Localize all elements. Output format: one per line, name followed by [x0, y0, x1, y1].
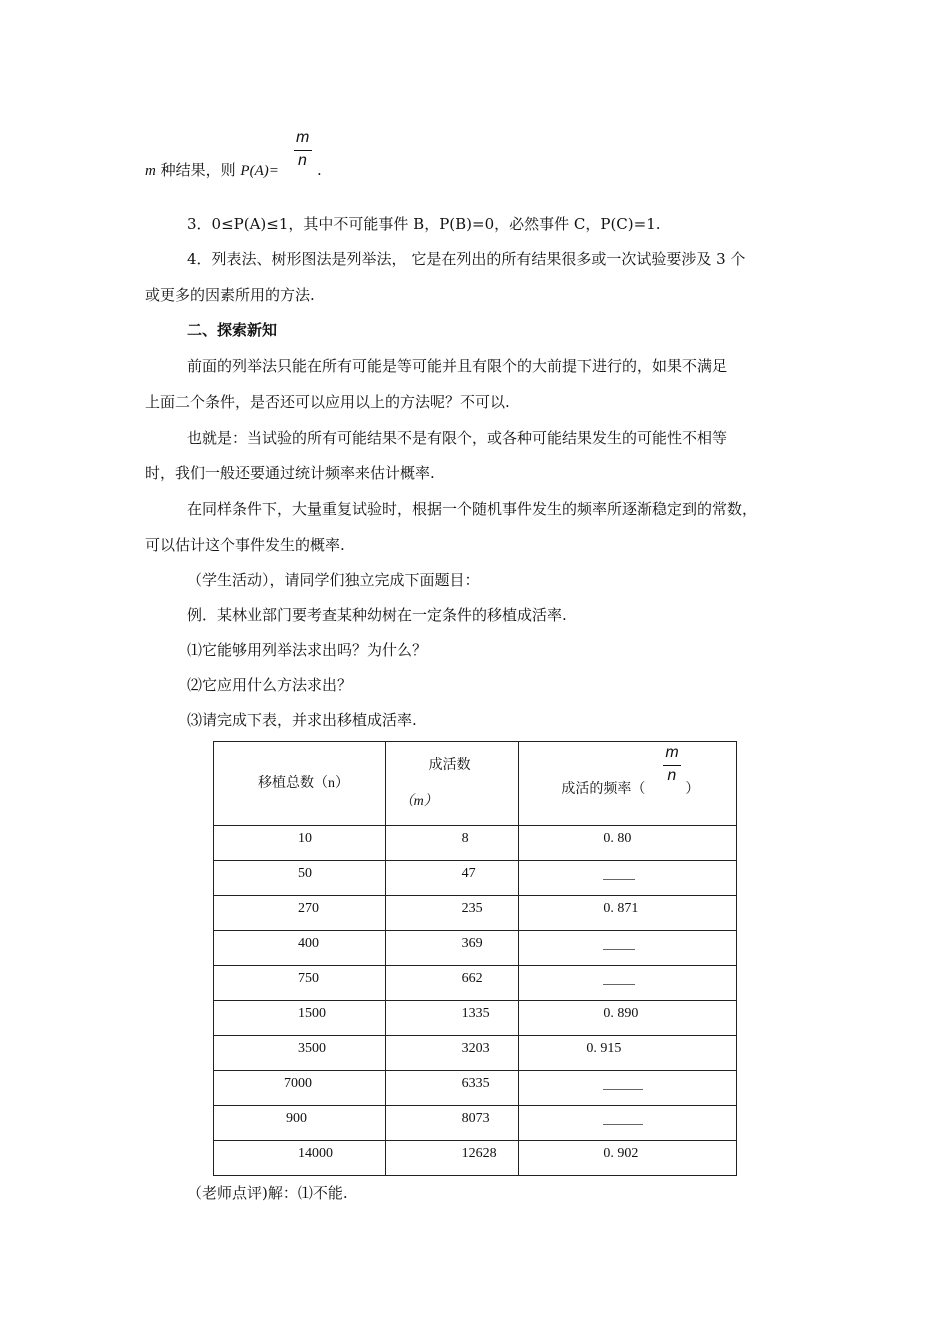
cell-survived: 8073 [461, 1111, 490, 1126]
question-2: ⑵它应用什么方法求出？ [187, 676, 353, 694]
table-row [214, 1106, 737, 1141]
cell-survived: 235 [461, 901, 483, 916]
formula-denominator: n [298, 152, 307, 169]
table-row [214, 1141, 737, 1176]
cell-frequency: 0. 902 [603, 1146, 639, 1161]
cell-survived: 1335 [461, 1006, 490, 1021]
cell-frequency-blank[interactable] [603, 974, 635, 990]
table-row [214, 826, 737, 861]
cell-survived: 6335 [461, 1076, 490, 1091]
table-row [214, 931, 737, 966]
cell-total: 3500 [298, 1041, 326, 1056]
formula-p-expr: P(A)= [240, 163, 279, 179]
header-frequency [519, 742, 737, 826]
section-title: 二、探索新知 [187, 321, 278, 339]
header-frequency-prefix: 成活的频率（ [561, 782, 646, 797]
cell-frequency: 0. 871 [603, 901, 639, 916]
question-3: ⑶请完成下表，并求出移植成活率. [187, 711, 417, 729]
cell-frequency: 0. 890 [603, 1006, 639, 1021]
table-row [214, 1036, 737, 1071]
cell-total: 270 [298, 901, 319, 916]
item-4-line1: 4．列表法、树形图法是列举法， 它是在列出的所有结果很多或一次试验要涉及 3 个 [187, 250, 746, 268]
cell-frequency-blank[interactable] [603, 1114, 643, 1130]
paragraph-2-line2: 时，我们一般还要通过统计频率来估计概率. [145, 464, 435, 482]
cell-survived: 369 [461, 936, 483, 951]
table-row [214, 1071, 737, 1106]
table-row [214, 966, 737, 1001]
question-1: ⑴它能够用列举法求出吗？为什么？ [187, 641, 428, 659]
header-frequency-num: m [665, 744, 679, 761]
header-total-label: 移植总数（n） [258, 776, 349, 791]
cell-frequency-blank[interactable] [603, 869, 635, 885]
cell-survived: 47 [461, 866, 476, 881]
cell-frequency-blank[interactable] [603, 939, 635, 955]
header-frequency-den: n [667, 767, 677, 784]
cell-total: 1500 [298, 1006, 326, 1021]
table-header-row [214, 742, 737, 826]
formula-numerator: m [296, 129, 310, 146]
header-total [214, 742, 386, 826]
cell-survived: 3203 [461, 1041, 490, 1056]
formula-fraction-bar [294, 150, 312, 151]
paragraph-3-line1: 在同样条件下，大量重复试验时，根据一个随机事件发生的频率所逐渐稳定到的常数， [187, 500, 758, 518]
student-activity: （学生活动），请同学们独立完成下面题目： [187, 571, 480, 589]
formula-line [145, 160, 322, 181]
teacher-comment: （老师点评)解：⑴不能. [187, 1184, 348, 1202]
paragraph-1-line1: 前面的列举法只能在所有可能是等可能并且有限个的大前提下进行的，如果不满足 [187, 357, 728, 375]
example-statement: 例．某林业部门要考查某种幼树在一定条件的移植成活率. [187, 606, 567, 624]
item-4-line2: 或更多的因素所用的方法. [145, 286, 315, 304]
cell-frequency: 0. 915 [586, 1041, 622, 1056]
cell-total: 7000 [284, 1076, 312, 1091]
cell-survived: 8 [461, 831, 469, 846]
cell-total: 50 [298, 866, 312, 881]
table-row [214, 896, 737, 931]
cell-survived: 12628 [461, 1146, 497, 1161]
table-row [214, 1001, 737, 1036]
item-3: 3．0≤P(A)≤1，其中不可能事件 B，P(B)=0，必然事件 C，P(C)=1. [187, 215, 661, 233]
header-survived-line2: （m） [399, 794, 438, 809]
paragraph-2-line1: 也就是：当试验的所有可能结果不是有限个，或各种可能结果发生的可能性不相等 [187, 429, 728, 447]
header-frequency-suffix: ） [685, 782, 700, 797]
cell-survived: 662 [461, 971, 483, 986]
cell-frequency: 0. 80 [603, 831, 632, 846]
cell-total: 14000 [298, 1146, 333, 1161]
table-row [214, 861, 737, 896]
paragraph-3-line2: 可以估计这个事件发生的概率. [145, 536, 345, 554]
cell-total: 750 [298, 971, 319, 986]
formula-var-m: m [145, 163, 156, 179]
cell-total: 10 [298, 831, 312, 846]
transplant-table [213, 741, 737, 1176]
paragraph-1-line2: 上面二个条件，是否还可以应用以上的方法呢？不可以. [145, 393, 510, 411]
cell-frequency-blank[interactable] [603, 1079, 643, 1095]
cell-total: 900 [286, 1111, 307, 1126]
cell-total: 400 [298, 936, 319, 951]
header-survived-line1: 成活数 [428, 758, 471, 773]
header-frequency-bar [663, 765, 681, 766]
formula-end: . [317, 161, 322, 179]
header-survived [385, 742, 519, 826]
formula-text: 种结果，则 [160, 161, 236, 179]
